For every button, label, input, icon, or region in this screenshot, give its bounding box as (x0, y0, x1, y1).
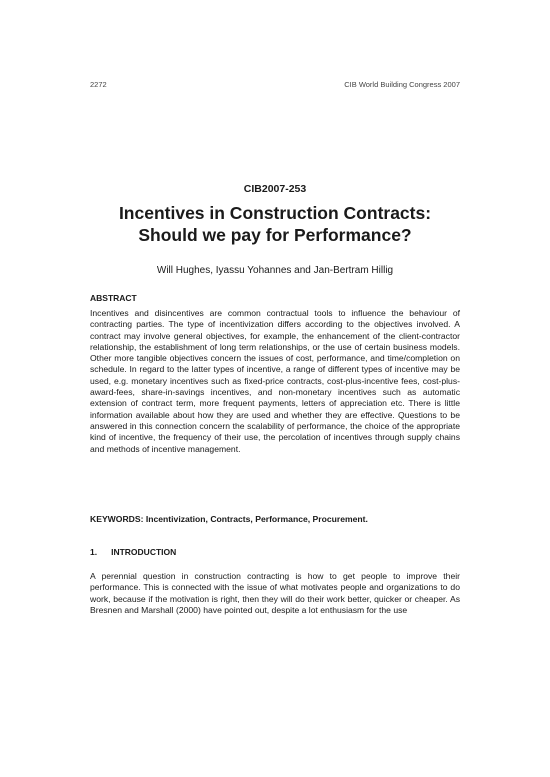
conference-name: CIB World Building Congress 2007 (344, 80, 460, 89)
running-header (90, 80, 460, 89)
paper-id: CIB2007-253 (243, 183, 307, 195)
introduction-text: A perennial question in construction contracting is how to get people to improve their performance. This is connected with the issue of what motivates people and organizations to do work, because if the motivation is right, then they will do their work better, quicker or cheaper. As Bresnen and Marshall (2000) have pointed out, despite a lot enthusiasm for the use (90, 571, 460, 615)
author-list: Will Hughes, Iyassu Yohannes and Jan-Bertram Hillig (156, 265, 394, 276)
paper-title (60, 202, 490, 246)
abstract-heading: ABSTRACT (90, 293, 137, 303)
title-line-1: Incentives in Construction Contracts: (118, 203, 432, 223)
title-line-2: Should we pay for Performance? (138, 225, 412, 245)
page-number: 2272 (90, 80, 107, 89)
introduction-heading (90, 547, 176, 557)
section-title: INTRODUCTION (111, 547, 177, 557)
section-number: 1. (90, 547, 98, 557)
keywords: KEYWORDS: Incentivization, Contracts, Performance, Procurement. (90, 514, 368, 524)
abstract-text: Incentives and disincentives are common contractual tools to influence the behaviour of contracting parties. The type of incentivization differs according to the objectives involved. A contract may involve general objectives, for example, the enhancement of the client-contractor relationship, the establishment of long term relationships, or the use of certain business models. Other more tangible objectives concern the issues of cost, performance, and time/completion on schedule. In regard to the latter types of incentive, a range of different types of incentive may be used, e.g. monetary incentives such as fixed-price contracts, cost-plus-incentive fees, cost-plus-award-fees, share-in-savings incentives, and non-monetary incentives such as automatic extension of contract term, more frequent payments, letters of appreciation etc. There is little information available about how they are used and whether they are effective. Questions to be answered in this connection concern the scalability of performance, the choice of the appropriate kind of incentive, the frequency of their use, the percolation of incentives through supply chains and methods of incentive management. (90, 308, 460, 454)
